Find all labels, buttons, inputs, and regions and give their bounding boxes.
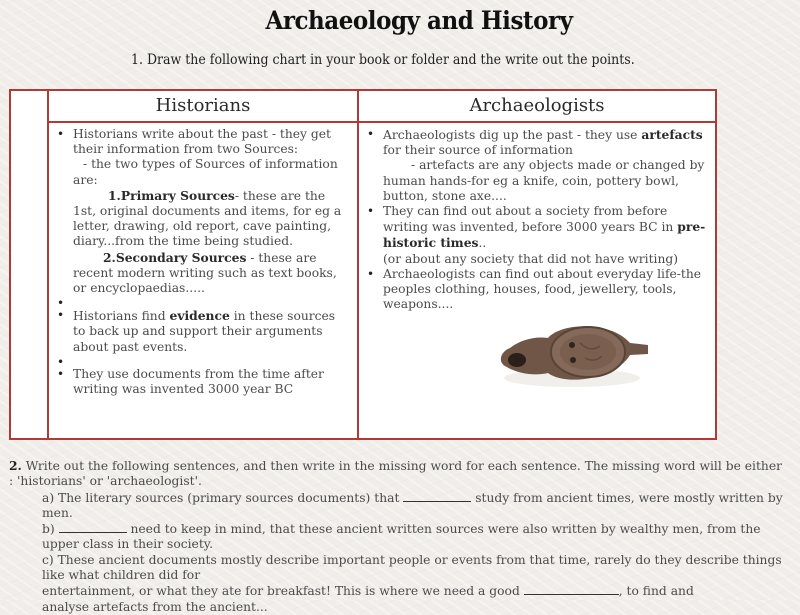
header-archaeologists: Archaeologists bbox=[469, 95, 605, 116]
table-divider-left bbox=[47, 91, 49, 438]
blank-a bbox=[403, 490, 471, 502]
section-2-exercise bbox=[9, 458, 789, 615]
blank-b bbox=[59, 521, 127, 533]
instruction-1: 1. Draw the following chart in your book or folder and the write out the points. bbox=[131, 52, 635, 68]
sentence-b: b) need to keep in mind, that these ancient written sources were also written by wealthy men, from the upper class in their society. bbox=[42, 522, 761, 552]
historians-point-3: • They use documents from the time after writing was invented 3000 year BC bbox=[51, 367, 351, 397]
header-historians: Historians bbox=[155, 95, 251, 116]
archaeologists-point-1: • Archaeologists dig up the past - they use artefacts for their source of information - artefacts are any objects made or changed by human hands-for eg a knife, coin, pottery bowl, button, stone axe.... bbox=[361, 127, 706, 204]
header-divider bbox=[47, 121, 715, 123]
blank-c bbox=[524, 583, 619, 595]
spacer bbox=[51, 296, 351, 308]
table-divider-middle bbox=[357, 91, 359, 438]
page-title: Archaeology and History bbox=[265, 6, 573, 35]
historians-cell bbox=[51, 127, 351, 397]
archaeologists-point-2: • They can find out about a society from before writing was invented, before 3000 years BC in pre-historic times.. (or about any society that did not have writing) bbox=[361, 204, 706, 267]
section-2-intro: 2. Write out the following sentences, and then write in the missing word for each sentence. The missing word will be either : 'historians' or 'archaeologist'. bbox=[9, 458, 782, 489]
sentence-a: a) The literary sources (primary sources documents) that study from ancient times, were mostly written by men. bbox=[42, 490, 783, 520]
archaeologists-point-3: • Archaeologists can find out about everyday life-the peoples clothing, houses, food, jewellery, tools, weapons.... bbox=[361, 267, 706, 313]
historians-point-2: • Historians find evidence in these sources to back up and support their arguments about past events. bbox=[51, 308, 351, 355]
archaeologists-cell bbox=[361, 127, 706, 312]
spacer bbox=[51, 355, 351, 367]
historians-point-1: • Historians write about the past - they get their information from two Sources: - the two types of Sources of information are: 1.Primary Sources- these are the 1st, original documents and items, for eg a letter, drawing, old report, cave painting, diary...from the time being studied. 2.Secondary Sources - these are recent modern writing such as text books, or encyclopaedias..... bbox=[51, 127, 351, 296]
sentence-c: c) These ancient documents mostly describe important people or events from that time, rarely do they describe things like what children did for entertainment, or what they ate for breakfast! This is where we need a good , to find and analyse artefacts from the ancient... bbox=[42, 552, 782, 614]
oil-lamp-image bbox=[490, 318, 655, 393]
